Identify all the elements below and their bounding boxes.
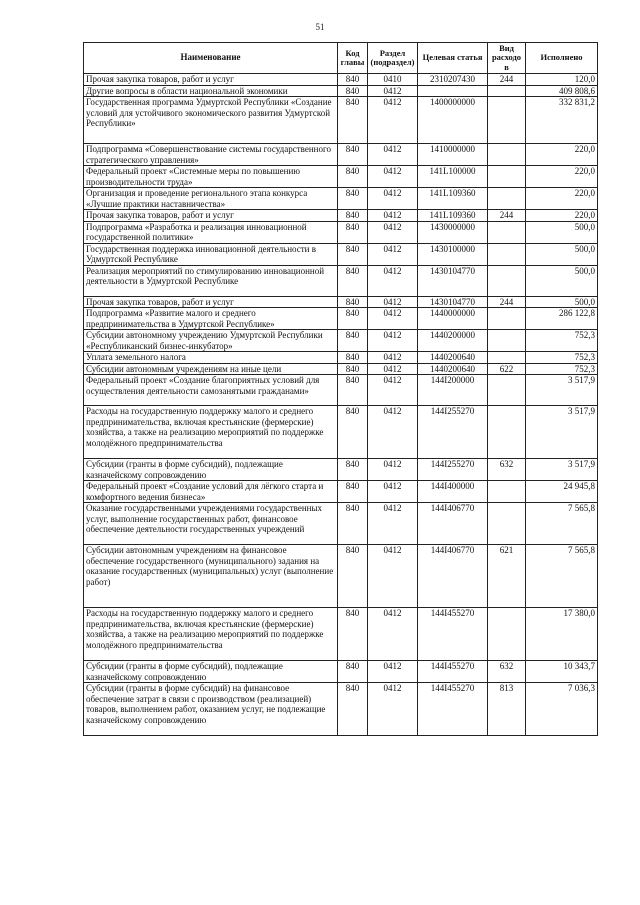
cell-code: 840	[338, 459, 368, 481]
table-row	[84, 375, 598, 406]
cell-section: 0412	[368, 188, 418, 210]
cell-done: 10 343,7	[526, 661, 598, 683]
cell-target: 144I255270	[418, 406, 488, 459]
header-name: Наименование	[84, 43, 338, 74]
cell-name: Расходы на государственную поддержку малого и среднего предпринимательства, включая крестьянские (фермерские) хозяйства, а также на реализацию мероприятий по поддержке молодёжного предпринимательства	[84, 608, 338, 661]
cell-section: 0412	[368, 166, 418, 188]
table-row	[84, 503, 598, 545]
cell-target: 144I255270	[418, 459, 488, 481]
cell-target: 144I455270	[418, 683, 488, 736]
cell-code: 840	[338, 97, 368, 144]
cell-type	[488, 503, 526, 545]
cell-code: 840	[338, 330, 368, 352]
cell-section: 0412	[368, 352, 418, 364]
cell-type	[488, 221, 526, 243]
header-done: Исполнено	[526, 43, 598, 74]
cell-done: 286 122,8	[526, 308, 598, 330]
cell-type	[488, 352, 526, 364]
cell-done: 7 036,3	[526, 683, 598, 736]
cell-section: 0412	[368, 375, 418, 406]
table-row	[84, 308, 598, 330]
cell-name: Подпрограмма «Разработка и реализация инновационной государственной политики»	[84, 221, 338, 243]
cell-target: 141L109360	[418, 210, 488, 222]
table-row	[84, 545, 598, 608]
cell-name: Уплата земельного налога	[84, 352, 338, 364]
cell-name: Федеральный проект «Создание условий для лёгкого старта и комфортного ведения бизнеса»	[84, 481, 338, 503]
cell-name: Прочая закупка товаров, работ и услуг	[84, 74, 338, 86]
cell-target	[418, 85, 488, 97]
cell-name: Подпрограмма «Развитие малого и среднего предпринимательства в Удмуртской Республике»	[84, 308, 338, 330]
cell-section: 0412	[368, 661, 418, 683]
cell-target: 1430000000	[418, 221, 488, 243]
cell-code: 840	[338, 503, 368, 545]
cell-target: 1440000000	[418, 308, 488, 330]
cell-name: Оказание государственными учреждениями государственных услуг, выполнение государственных работ, финансовое обеспечение деятельности государственных учреждений	[84, 503, 338, 545]
cell-section: 0412	[368, 503, 418, 545]
table-row	[84, 221, 598, 243]
cell-type: 244	[488, 296, 526, 308]
cell-done: 3 517,9	[526, 375, 598, 406]
header-type: Вид расходов	[488, 43, 526, 74]
cell-code: 840	[338, 188, 368, 210]
cell-type	[488, 85, 526, 97]
cell-target: 144I406770	[418, 503, 488, 545]
cell-code: 840	[338, 210, 368, 222]
cell-section: 0412	[368, 210, 418, 222]
cell-target: 1430104770	[418, 265, 488, 296]
table-row	[84, 481, 598, 503]
cell-name: Расходы на государственную поддержку малого и среднего предпринимательства, включая крестьянские (фермерские) хозяйства, а также на реализацию мероприятий по поддержке молодёжного предпринимательства	[84, 406, 338, 459]
cell-type	[488, 406, 526, 459]
cell-type: 244	[488, 74, 526, 86]
table-row	[84, 330, 598, 352]
cell-target: 1410000000	[418, 144, 488, 166]
cell-code: 840	[338, 661, 368, 683]
cell-type: 244	[488, 210, 526, 222]
cell-done: 500,0	[526, 296, 598, 308]
cell-section: 0412	[368, 545, 418, 608]
cell-type	[488, 265, 526, 296]
cell-done: 220,0	[526, 144, 598, 166]
cell-code: 840	[338, 144, 368, 166]
cell-type	[488, 166, 526, 188]
cell-code: 840	[338, 545, 368, 608]
cell-section: 0412	[368, 406, 418, 459]
cell-section: 0412	[368, 243, 418, 265]
cell-code: 840	[338, 481, 368, 503]
cell-code: 840	[338, 352, 368, 364]
cell-target: 144I400000	[418, 481, 488, 503]
cell-target: 1440200000	[418, 330, 488, 352]
cell-type	[488, 97, 526, 144]
cell-code: 840	[338, 166, 368, 188]
cell-name: Государственная программа Удмуртской Республики «Создание условий для устойчивого экономического развития Удмуртской Республики»	[84, 97, 338, 144]
cell-target: 141L109360	[418, 188, 488, 210]
cell-done: 409 808,6	[526, 85, 598, 97]
cell-target: 1400000000	[418, 97, 488, 144]
cell-target: 1430104770	[418, 296, 488, 308]
table-row	[84, 352, 598, 364]
cell-target: 144I455270	[418, 661, 488, 683]
header-section: Раздел (подраздел)	[368, 43, 418, 74]
cell-code: 840	[338, 683, 368, 736]
cell-code: 840	[338, 608, 368, 661]
cell-type: 632	[488, 661, 526, 683]
cell-type	[488, 608, 526, 661]
cell-target: 1430100000	[418, 243, 488, 265]
cell-name: Федеральный проект «Создание благоприятных условий для осуществления деятельности самозанятыми гражданами»	[84, 375, 338, 406]
table-row	[84, 265, 598, 296]
cell-name: Федеральный проект «Системные меры по повышению производительности труда»	[84, 166, 338, 188]
table-row	[84, 74, 598, 86]
header-code: Код главы	[338, 43, 368, 74]
table-row	[84, 188, 598, 210]
cell-code: 840	[338, 308, 368, 330]
table-row	[84, 144, 598, 166]
cell-code: 840	[338, 85, 368, 97]
table-row	[84, 661, 598, 683]
table-row	[84, 243, 598, 265]
cell-section: 0412	[368, 363, 418, 375]
cell-code: 840	[338, 363, 368, 375]
cell-name: Субсидии автономным учреждениям на финансовое обеспечение государственного (муниципального) задания на оказание государственных (муниципальных) услуг (выполнение работ)	[84, 545, 338, 608]
cell-name: Организация и проведение регионального этапа конкурса «Лучшие практики наставничества»	[84, 188, 338, 210]
page-number: 51	[315, 22, 325, 32]
cell-code: 840	[338, 74, 368, 86]
cell-target: 144I200000	[418, 375, 488, 406]
cell-name: Субсидии (гранты в форме субсидий), подлежащие казначейскому сопровождению	[84, 459, 338, 481]
cell-type	[488, 188, 526, 210]
cell-code: 840	[338, 265, 368, 296]
cell-done: 220,0	[526, 188, 598, 210]
cell-name: Субсидии (гранты в форме субсидий), подлежащие казначейскому сопровождению	[84, 661, 338, 683]
cell-name: Реализация мероприятий по стимулированию инновационной деятельности в Удмуртской Республике	[84, 265, 338, 296]
cell-type	[488, 308, 526, 330]
cell-done: 220,0	[526, 166, 598, 188]
cell-code: 840	[338, 406, 368, 459]
cell-section: 0412	[368, 308, 418, 330]
cell-done: 7 565,8	[526, 503, 598, 545]
cell-type: 622	[488, 363, 526, 375]
cell-name: Субсидии автономному учреждению Удмуртской Республики «Республиканский бизнес-инкубатор»	[84, 330, 338, 352]
cell-type: 813	[488, 683, 526, 736]
cell-target: 2310207430	[418, 74, 488, 86]
cell-section: 0410	[368, 74, 418, 86]
cell-done: 17 380,0	[526, 608, 598, 661]
cell-section: 0412	[368, 221, 418, 243]
cell-code: 840	[338, 296, 368, 308]
cell-name: Подпрограмма «Совершенствование системы государственного стратегического управления»	[84, 144, 338, 166]
cell-name: Субсидии автономным учреждениям на иные цели	[84, 363, 338, 375]
cell-type: 632	[488, 459, 526, 481]
cell-type: 621	[488, 545, 526, 608]
cell-target: 1440200640	[418, 363, 488, 375]
cell-section: 0412	[368, 608, 418, 661]
cell-name: Прочая закупка товаров, работ и услуг	[84, 210, 338, 222]
cell-done: 500,0	[526, 265, 598, 296]
cell-type	[488, 375, 526, 406]
cell-target: 1440200640	[418, 352, 488, 364]
budget-execution-table	[83, 42, 598, 736]
cell-target: 144I455270	[418, 608, 488, 661]
table-row	[84, 608, 598, 661]
table-row	[84, 363, 598, 375]
cell-done: 3 517,9	[526, 459, 598, 481]
cell-name: Субсидии (гранты в форме субсидий) на финансовое обеспечение затрат в связи с производством (реализацией) товаров, выполнением работ, оказанием услуг, не подлежащие казначейскому сопровождению	[84, 683, 338, 736]
cell-done: 220,0	[526, 210, 598, 222]
cell-name: Государственная поддержка инновационной деятельности в Удмуртской Республике	[84, 243, 338, 265]
cell-section: 0412	[368, 265, 418, 296]
table-row	[84, 296, 598, 308]
table-header-row	[84, 43, 598, 74]
cell-type	[488, 144, 526, 166]
cell-done: 500,0	[526, 243, 598, 265]
cell-section: 0412	[368, 85, 418, 97]
cell-type	[488, 481, 526, 503]
cell-section: 0412	[368, 144, 418, 166]
table-row	[84, 459, 598, 481]
header-target: Целевая статья	[418, 43, 488, 74]
cell-done: 752,3	[526, 363, 598, 375]
cell-target: 144I406770	[418, 545, 488, 608]
cell-done: 332 831,2	[526, 97, 598, 144]
cell-section: 0412	[368, 683, 418, 736]
cell-type	[488, 243, 526, 265]
table-row	[84, 210, 598, 222]
cell-done: 3 517,9	[526, 406, 598, 459]
cell-type	[488, 330, 526, 352]
cell-done: 24 945,8	[526, 481, 598, 503]
table-row	[84, 683, 598, 736]
cell-done: 752,3	[526, 330, 598, 352]
table-row	[84, 97, 598, 144]
cell-section: 0412	[368, 459, 418, 481]
cell-section: 0412	[368, 330, 418, 352]
cell-done: 7 565,8	[526, 545, 598, 608]
cell-done: 120,0	[526, 74, 598, 86]
cell-name: Прочая закупка товаров, работ и услуг	[84, 296, 338, 308]
cell-done: 752,3	[526, 352, 598, 364]
cell-section: 0412	[368, 296, 418, 308]
cell-section: 0412	[368, 481, 418, 503]
table-row	[84, 166, 598, 188]
cell-code: 840	[338, 375, 368, 406]
table-row	[84, 406, 598, 459]
cell-code: 840	[338, 243, 368, 265]
cell-target: 141L100000	[418, 166, 488, 188]
cell-name: Другие вопросы в области национальной экономики	[84, 85, 338, 97]
table-row	[84, 85, 598, 97]
cell-section: 0412	[368, 97, 418, 144]
cell-code: 840	[338, 221, 368, 243]
cell-done: 500,0	[526, 221, 598, 243]
